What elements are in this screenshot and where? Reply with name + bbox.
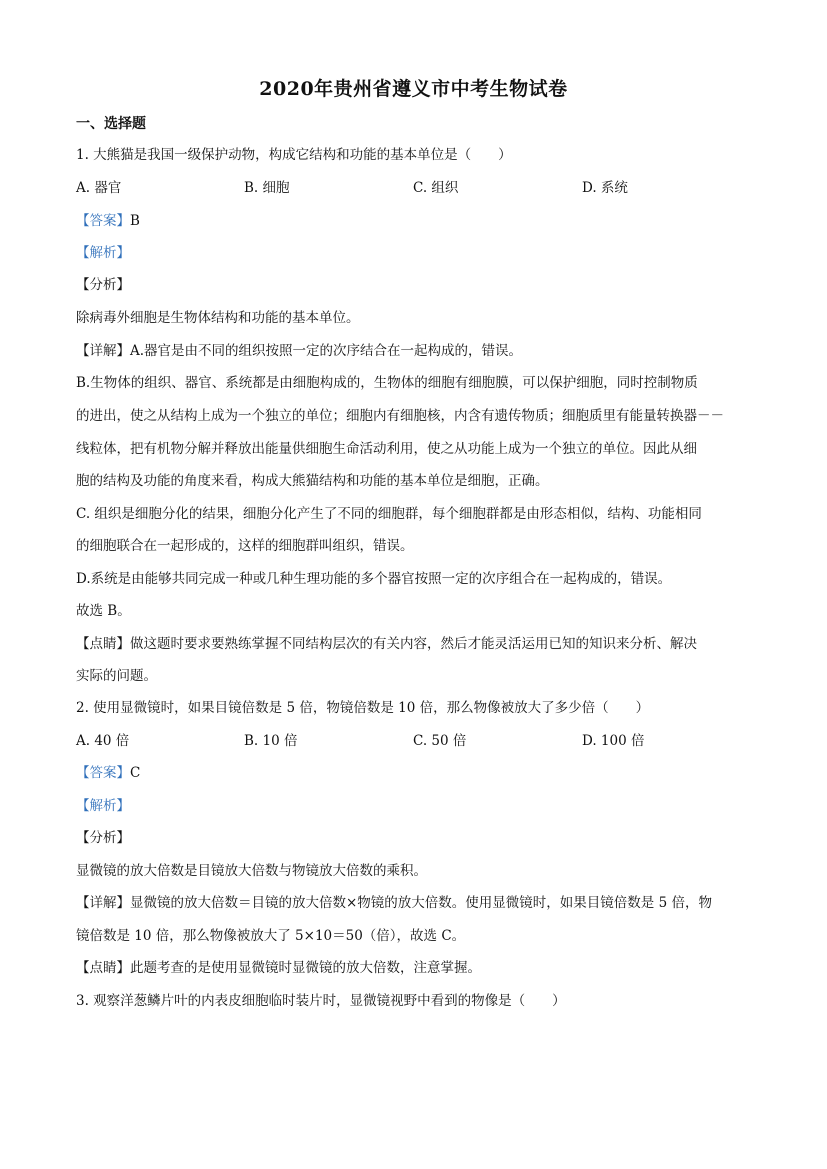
option-a: A. 40 倍 [76,733,130,749]
analysis-text: 除病毒外细胞是生物体结构和功能的基本单位。 [76,310,360,326]
option-d: D. 100 倍 [582,733,645,749]
explanation-line: 胞的结构及功能的角度来看，构成大熊猫结构和功能的基本单位是细胞，正确。 [76,473,549,489]
explanation-line: 【点睛】此题考查的是使用显微镜时显微镜的放大倍数，注意掌握。 [76,960,481,976]
section-heading: 一、选择题 [76,116,146,132]
explanation-line: 线粒体，把有机物分解并释放出能量供细胞生命活动利用，使之从功能上成为一个独立的单位。因此从细 [76,441,697,457]
explanation-line: 的进出，使之从结构上成为一个独立的单位；细胞内有细胞核，内含有遗传物质；细胞质里有能量转换器－－ [76,408,724,424]
option-b: B. 细胞 [244,180,290,196]
explanation-line: 【详解】A.器官是由不同的组织按照一定的次序结合在一起构成的，错误。 [76,343,523,359]
answer-label: 【答案】 [76,765,130,781]
jiexi-label: 【解析】 [76,798,130,814]
question-2: 2. 使用显微镜时，如果目镜倍数是 5 倍，物镜倍数是 10 倍，那么物像被放大了多少倍（ ） [76,700,650,716]
option-d: D. 系统 [582,180,628,196]
answer-value: C [130,765,141,781]
explanation-line: 实际的问题。 [76,668,157,684]
option-a: A. 器官 [76,180,122,196]
fenxi-label: 【分析】 [76,277,130,293]
answer-value: B [130,213,140,229]
option-c: C. 50 倍 [413,733,467,749]
fenxi-label: 【分析】 [76,830,130,846]
answer-2 [76,763,752,783]
analysis-text: 显微镜的放大倍数是目镜放大倍数与物镜放大倍数的乘积。 [76,863,427,879]
explanation-line: 故选 B。 [76,603,131,619]
explanation-line: 【详解】显微镜的放大倍数＝目镜的放大倍数×物镜的放大倍数。使用显微镜时，如果目镜倍数是 5 倍，物 [76,895,712,911]
explanation-line: B.生物体的组织、器官、系统都是由细胞构成的，生物体的细胞有细胞膜，可以保护细胞，同时控制物质 [76,375,698,391]
question-3: 3. 观察洋葱鳞片叶的内表皮细胞临时装片时，显微镜视野中看到的物像是（ ） [76,993,566,1009]
explanation-line: 【点睛】做这题时要求要熟练掌握不同结构层次的有关内容，然后才能灵活运用已知的知识来分析、解决 [76,636,697,652]
question-1: 1. 大熊猫是我国一级保护动物，构成它结构和功能的基本单位是（ ） [76,147,512,163]
jiexi-label: 【解析】 [76,245,130,261]
explanation-line: 镜倍数是 10 倍，那么物像被放大了 5×10＝50（倍），故选 C。 [76,928,466,944]
explanation-line: D.系统是由能够共同完成一种或几种生理功能的多个器官按照一定的次序组合在一起构成的，错误。 [76,571,672,587]
option-b: B. 10 倍 [244,733,298,749]
answer-1 [76,211,752,231]
option-c: C. 组织 [413,180,459,196]
explanation-line: 的细胞联合在一起形成的，这样的细胞群叫组织，错误。 [76,538,414,554]
explanation-line: C. 组织是细胞分化的结果，细胞分化产生了不同的细胞群，每个细胞群都是由形态相似，结构、功能相同 [76,506,702,522]
page-title: 2020年贵州省遵义市中考生物试卷 [259,78,568,100]
answer-label: 【答案】 [76,213,130,229]
